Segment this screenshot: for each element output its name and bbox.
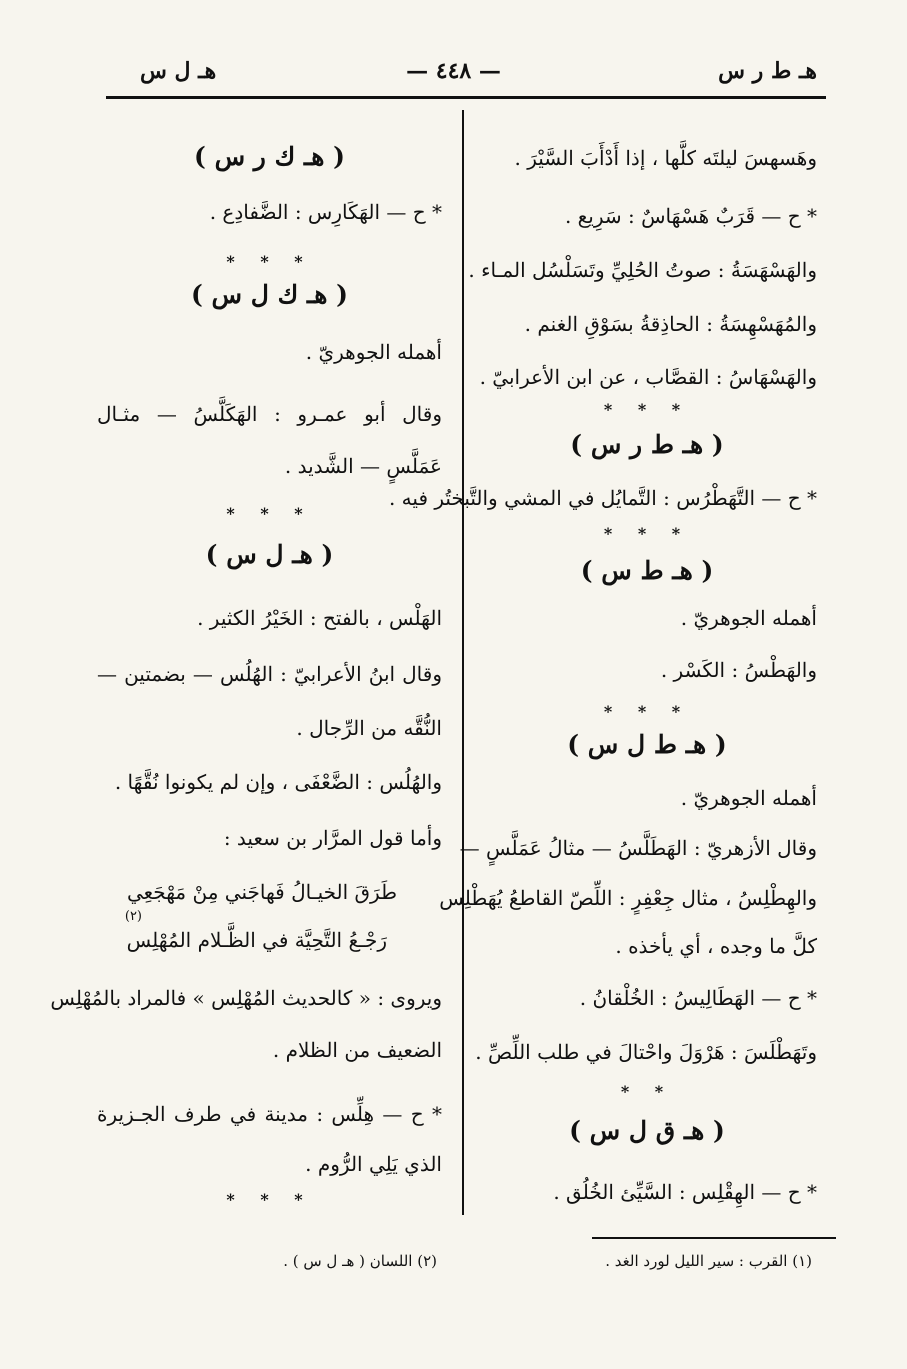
entry-line: كلَّ ما وجده ، أي يأخذه .: [615, 934, 817, 958]
section-separator: * * *: [603, 524, 691, 543]
entry-line: وقال ابنُ الأعرابيّ : الهُلُس — بضمتين —: [97, 662, 442, 686]
entry-line: * ح — الهَكَارِس : الضَّفادِع .: [209, 200, 442, 224]
footnote-marker: (٢): [124, 909, 142, 924]
section-separator: * * *: [226, 252, 313, 271]
footnote-rule: [592, 1237, 836, 1239]
entry-line: الضعيف من الظلام .: [272, 1038, 442, 1062]
header-rule: [106, 96, 826, 99]
entry-line: والهَطْسُ : الكَسْر .: [660, 658, 817, 682]
entry-line: الذي يَلِي الرُّوم .: [305, 1152, 442, 1176]
root-heading: ( هـ ط س ): [580, 556, 714, 585]
entry-line: أهمله الجوهريّ .: [680, 606, 817, 630]
entry-line: والهُلُس : الضَّعْفَى ، وإن لم يكونوا نُقَّهًا .: [114, 770, 442, 794]
entry-line: وهَسهسَ ليلتَه كلَّها ، إذا أَدْأَبَ السَّيْرَ .: [514, 146, 817, 170]
entry-line: وأما قول المرَّار بن سعيد :: [223, 826, 442, 850]
page-number: — ٤٤٨ —: [406, 58, 501, 84]
section-separator: * *: [620, 1082, 674, 1101]
entry-line: وقال أبو عمـرو : الهَكَلَّسُ — مثـال: [97, 402, 442, 426]
root-heading: ( هـ ك ر س ): [194, 142, 345, 171]
section-separator: * * *: [603, 702, 691, 721]
section-separator: * * *: [603, 400, 691, 419]
entry-line: أهمله الجوهريّ .: [305, 340, 442, 364]
footnote-2: (٢) اللسان ( هـ ل س ) .: [283, 1252, 437, 1270]
running-head-left: هـ ل س: [140, 58, 217, 84]
root-heading: ( هـ ق ل س ): [569, 1116, 725, 1145]
entry-line: والهِطْلِسُ ، مثال جِعْفِرٍ : اللِّصّ القاطعُ يُهَطْلِس: [439, 886, 817, 910]
entry-line: * ح — قَرَبٌ هَسْهَاسٌ : سَرِيع .: [564, 204, 817, 228]
running-head-right: هـ ط ر س: [718, 58, 817, 84]
section-separator: * * *: [226, 504, 313, 523]
entry-line: * ح — الهَطَالِيسُ : الخُلْقانُ .: [579, 986, 817, 1010]
entry-line: * ح — هِلِّس : مدينة في طرف الجـزيرة: [97, 1102, 442, 1126]
entry-line: وتَهَطْلَسَ : هَرْوَلَ واحْتالَ في طلب اللِّصِّ .: [475, 1040, 817, 1064]
entry-line: والهَسْهَاسُ : القصَّاب ، عن ابن الأعرابيّ .: [479, 365, 817, 389]
entry-line: والمُهَسْهِسَةُ : الحاذِقةُ بسَوْقِ الغنم .: [524, 312, 817, 336]
entry-line: * ح — التَّهَطْرُس : التَّمايُل في المشي والتَّبختُر فيه .: [388, 486, 817, 510]
verse-line: طَرَقَ الخيـالُ فَهاجَني مِنْ مَهْجَعِي: [126, 880, 397, 904]
entry-line: أهمله الجوهريّ .: [680, 786, 817, 810]
section-separator: * * *: [226, 1190, 313, 1209]
column-divider: [462, 110, 464, 1215]
entry-line: * ح — الهِقْلِس : السَّيِّئ الخُلُق .: [553, 1180, 817, 1204]
root-heading: ( هـ ل س ): [205, 540, 334, 569]
entry-line: الهَلْس ، بالفتح : الخَيْرُ الكثير .: [197, 606, 442, 630]
root-heading: ( هـ ط ر س ): [570, 430, 724, 459]
entry-line: عَمَلَّسٍ — الشَّديد .: [284, 454, 442, 478]
verse-line: رَجْـعُ التَّحِيَّة في الظَّـلام المُهْلِس: [126, 928, 387, 952]
entry-line: والهَسْهَسَةُ : صوتُ الحُلِيِّ وتَسَلْسُل المـاء .: [468, 258, 817, 282]
entry-line: النُّقَّه من الرِّجال .: [296, 716, 442, 740]
root-heading: ( هـ ك ل س ): [191, 280, 348, 309]
entry-line: ويروى : « كالحديث المُهْلِس » فالمراد بالمُهْلِس: [50, 986, 442, 1010]
footnote-1: (١) القرب : سير الليل لورد الغد .: [605, 1252, 812, 1270]
root-heading: ( هـ ط ل س ): [567, 730, 727, 759]
entry-line: وقال الأزهريّ : الهَطَلَّسُ — مثالُ عَمَلَّسٍ —: [459, 836, 817, 860]
